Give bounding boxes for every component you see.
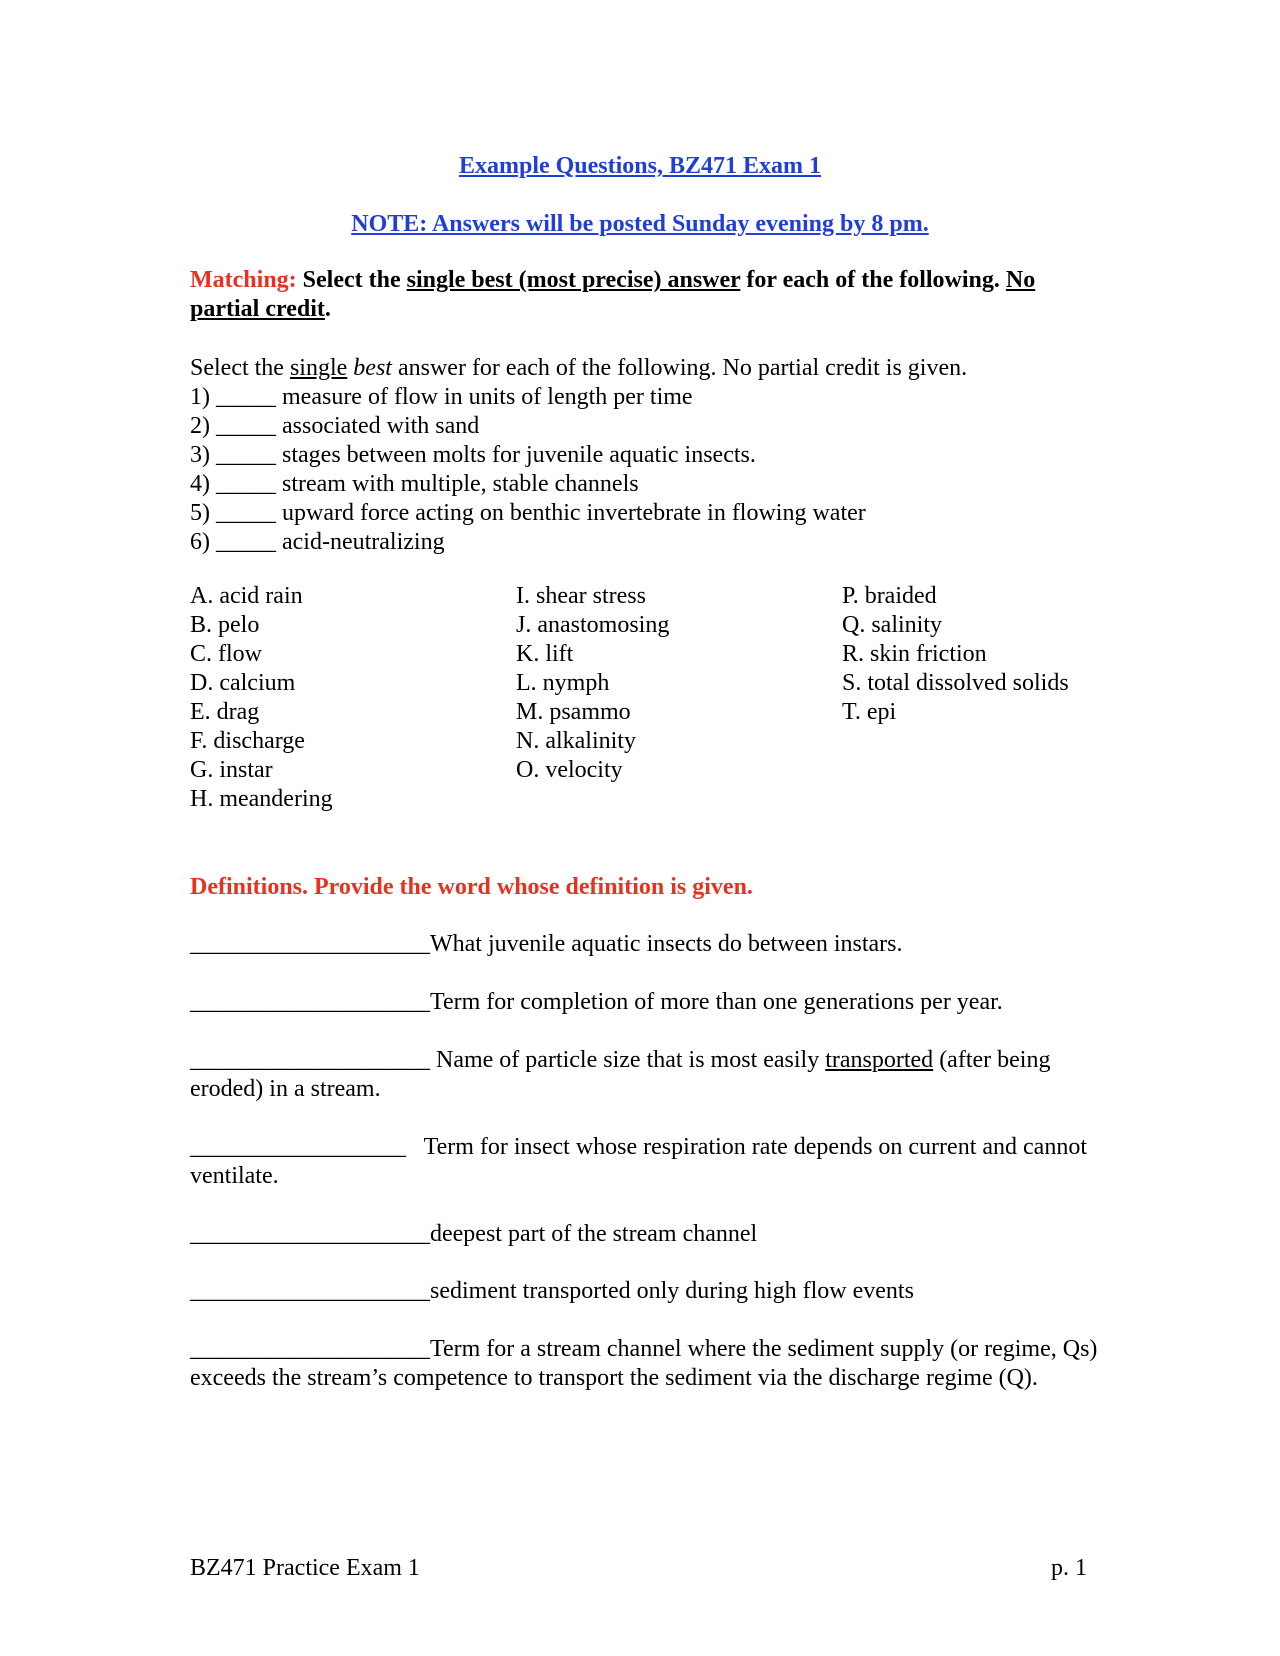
matching-question [190,470,866,499]
definition-text-part2: (after being eroded) in a stream. [190,1047,1051,1102]
definition-text: deepest part of the stream channel [430,1221,758,1247]
sub-instr-part1: Select the [190,355,290,381]
definition-blank[interactable]: ____________________ [190,1221,430,1247]
option-item: C. flow [190,641,262,667]
matching-instr-underline2: No partial credit [190,267,1036,322]
definition-item [190,1046,1100,1104]
definition-text: sediment transported only during high flow events [430,1278,914,1304]
option-item: E. drag [190,699,260,725]
definition-text: Term for completion of more than one generations per year. [430,989,1003,1015]
definition-text: Term for a stream channel where the sediment supply (or regime, Qs) exceeds the stream’s competence to transport the sediment via the discharge regime (Q). [190,1336,1098,1391]
definition-item [190,1133,1100,1191]
answer-blank[interactable]: _____ [216,384,276,410]
option-item: S. total dissolved solids [842,670,1069,696]
question-text: stages between molts for juvenile aquatic insects. [276,442,756,468]
sub-instr-italic: best [353,355,392,381]
matching-question [190,383,866,412]
sub-instr-part3: answer for each of the following. No partial credit is given. [391,355,968,381]
note-line [0,210,1280,238]
answer-blank[interactable]: _____ [216,413,276,439]
answer-blank[interactable]: _____ [216,500,276,526]
option-item: T. epi [842,699,897,725]
page-number: p. 1 [1051,1555,1087,1581]
matching-instr-underline1: single best (most precise) answer [406,267,741,293]
question-number: 4) [190,471,210,497]
question-text: acid-neutralizing [276,529,445,555]
answer-blank[interactable]: _____ [216,471,276,497]
matching-label: Matching: [190,267,297,293]
option-item: Q. salinity [842,612,942,638]
definition-text: What juvenile aquatic insects do between instars. [430,931,903,957]
matching-question [190,528,866,557]
matching-instr-part2: for each of the following. [740,267,1006,293]
matching-question [190,412,866,441]
question-text: associated with sand [276,413,480,439]
option-item: J. anastomosing [516,612,670,638]
option-item: A. acid rain [190,583,303,609]
option-item: B. pelo [190,612,260,638]
question-number: 6) [190,529,210,555]
option-item: O. velocity [516,757,623,783]
option-item: R. skin friction [842,641,987,667]
option-item: H. meandering [190,786,333,812]
definition-item [190,930,1100,959]
question-text: measure of flow in units of length per time [276,384,693,410]
option-item: I. shear stress [516,583,646,609]
definition-item [190,988,1100,1017]
options-column-2 [516,582,669,785]
matching-sub-instructions [190,354,1100,383]
definition-blank[interactable]: ____________________ [190,931,430,957]
definition-text-underline: transported [825,1047,934,1073]
option-item: D. calcium [190,670,296,696]
answer-blank[interactable]: _____ [216,442,276,468]
option-item: N. alkalinity [516,728,636,754]
matching-instructions [190,266,1100,324]
definition-blank[interactable]: ____________________ [190,989,430,1015]
matching-question [190,499,866,528]
footer-title: BZ471 Practice Exam 1 [190,1555,420,1581]
sub-instr-underline: single [289,355,348,381]
definition-item [190,1277,1100,1306]
question-number: 3) [190,442,210,468]
options-column-3 [842,582,1069,727]
question-number: 5) [190,500,210,526]
definition-text: Term for insect whose respiration rate depends on current and cannot ventilate. [190,1134,1087,1189]
question-number: 1) [190,384,210,410]
definition-blank[interactable]: ____________________ [190,1278,430,1304]
option-item: G. instar [190,757,273,783]
definition-item [190,1335,1100,1393]
answer-blank[interactable]: _____ [216,529,276,555]
matching-instr-part3: . [324,296,331,322]
definitions-heading: Definitions. Provide the word whose definition is given. [190,874,753,900]
question-text: upward force acting on benthic invertebrate in flowing water [276,500,866,526]
matching-question-list [190,383,866,557]
option-item: L. nymph [516,670,610,696]
page-title: Example Questions, BZ471 Exam 1 [458,153,822,179]
definition-blank[interactable]: ____________________ [190,1047,436,1073]
matching-instr-part1: Select the [296,267,407,293]
matching-question [190,441,866,470]
question-text: stream with multiple, stable channels [276,471,639,497]
options-column-1 [190,582,333,814]
definition-text-part1: Name of particle size that is most easily [436,1047,826,1073]
definition-blank[interactable]: __________________ [190,1134,424,1160]
title-line [0,152,1280,180]
definition-blank[interactable]: ____________________ [190,1336,430,1362]
option-item: F. discharge [190,728,305,754]
answers-note: NOTE: Answers will be posted Sunday evening by 8 pm. [351,211,929,237]
definition-item [190,1220,1100,1249]
option-item: P. braided [842,583,937,609]
question-number: 2) [190,413,210,439]
option-item: K. lift [516,641,574,667]
option-item: M. psammo [516,699,631,725]
